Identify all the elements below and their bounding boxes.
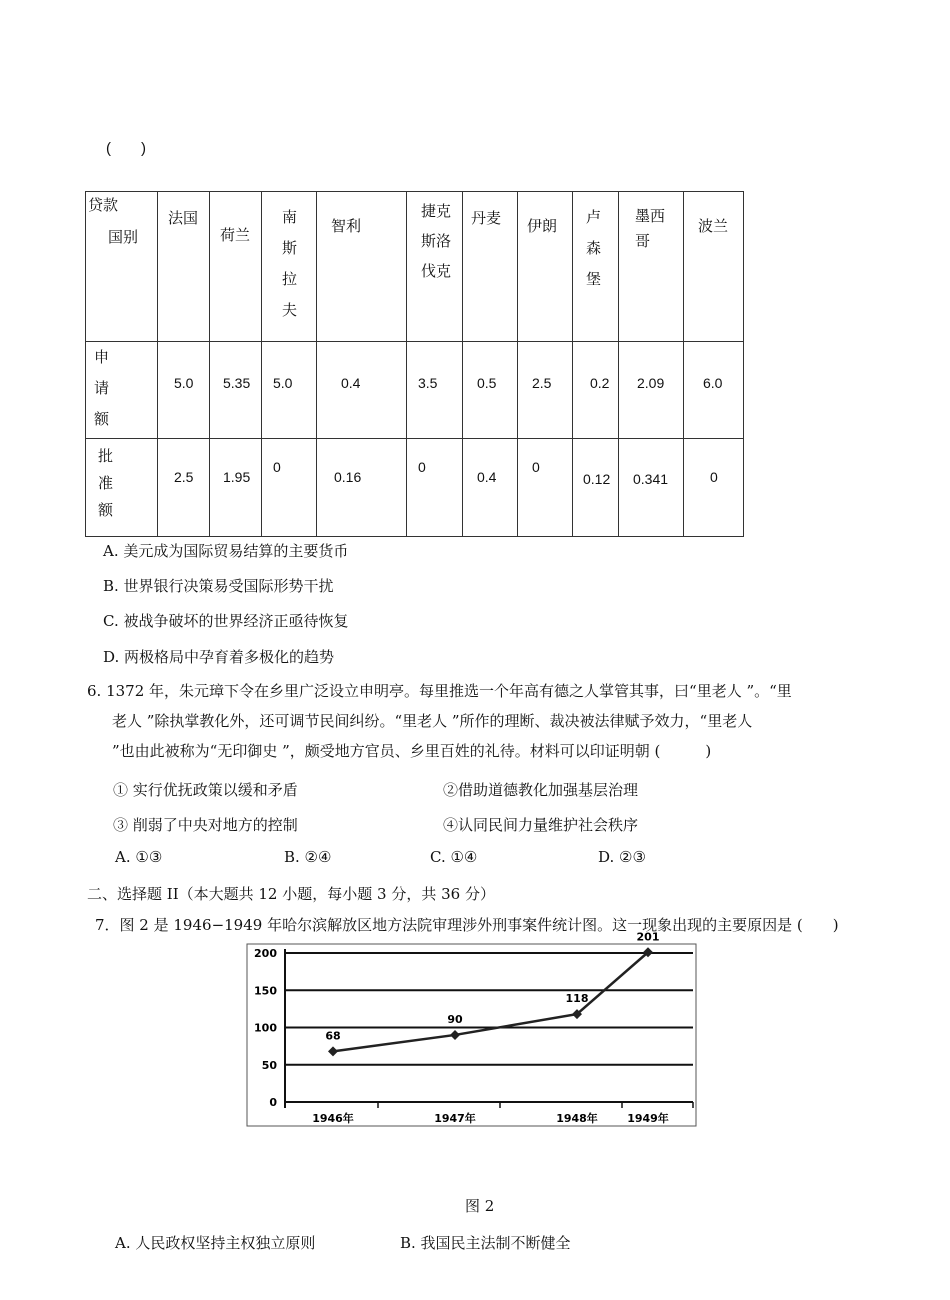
q6-text-line2: 老人 ”除执掌教化外，还可调节民间纠纷。“里老人 ”所作的理断、裁决被法律赋予效力，“里老人 — [112, 712, 753, 730]
applied-cell: 0.2 — [573, 342, 619, 439]
approved-cell: 0 — [407, 439, 463, 537]
q6-option-c: C. ①④ — [430, 848, 478, 866]
data-label: 90 — [447, 1012, 463, 1026]
country-header: 墨西哥 — [619, 192, 684, 342]
x-tick-label: 1949年 — [627, 1112, 669, 1125]
x-tick-label: 1948年 — [556, 1112, 598, 1125]
q6-item-4: ④认同民间力量维护社会秩序 — [443, 816, 639, 834]
applied-cell: 2.5 — [518, 342, 573, 439]
header-label-bottom: 国别 — [108, 228, 139, 246]
approved-cell: 0.341 — [619, 439, 684, 537]
country-header: 荷兰 — [210, 192, 262, 342]
chart-points — [328, 947, 653, 1056]
country-header: 丹麦 — [463, 192, 518, 342]
q7-option-b: B. 我国民主法制不断健全 — [400, 1234, 571, 1252]
line-chart — [245, 930, 700, 1129]
section2-title: 二、选择题 II（本大题共 12 小题，每小题 3 分，共 36 分） — [87, 885, 495, 903]
applied-cell: 0.4 — [317, 342, 407, 439]
data-point — [328, 1046, 338, 1056]
chart-series-line — [333, 952, 648, 1051]
approved-cell: 0.4 — [463, 439, 518, 537]
country-header: 智利 — [317, 192, 407, 342]
q6-option-b: B. ②④ — [284, 848, 332, 866]
q5-option-a: A. 美元成为国际贸易结算的主要货币 — [103, 542, 349, 560]
x-tick-label: 1946年 — [312, 1112, 354, 1125]
applied-cell: 0.5 — [463, 342, 518, 439]
data-label: 68 — [325, 1029, 341, 1043]
approved-cell: 0 — [684, 439, 744, 537]
q6-item-1: ① 实行优抚政策以缓和矛盾 — [113, 781, 298, 799]
country-header: 伊朗 — [518, 192, 573, 342]
q5-option-d: D. 两极格局中孕育着多极化的趋势 — [103, 648, 335, 666]
q6-text-line3: ”也由此被称为“无印御史 ”，颇受地方官员、乡里百姓的礼待。材料可以印证明朝 ( ) — [112, 742, 712, 760]
y-tick-label: 50 — [261, 1058, 277, 1072]
q6-item-3: ③ 削弱了中央对地方的控制 — [113, 816, 298, 834]
x-tick-label: 1947年 — [434, 1112, 476, 1125]
header-label-top: 贷款 — [88, 196, 119, 214]
approved-cell: 0 — [262, 439, 317, 537]
y-tick-label: 100 — [254, 1021, 277, 1035]
applied-cell: 5.0 — [262, 342, 317, 439]
q6-text-line1: 6. 1372 年，朱元璋下令在乡里广泛设立申明亭。每里推选一个年高有德之人掌管其事，曰“里老人 ”。“里 — [87, 682, 792, 700]
header-corner-cell — [86, 192, 158, 342]
approved-cell: 0 — [518, 439, 573, 537]
applied-cell: 5.35 — [210, 342, 262, 439]
applied-cell: 3.5 — [407, 342, 463, 439]
applied-cell: 2.09 — [619, 342, 684, 439]
data-label: 118 — [565, 992, 589, 1006]
approved-cell: 0.12 — [573, 439, 619, 537]
approved-cell: 2.5 — [158, 439, 210, 537]
country-header: 波兰 — [684, 192, 744, 342]
chart-x-ticks — [312, 1102, 693, 1125]
data-label: 201 — [636, 930, 660, 944]
q6-option-d: D. ②③ — [598, 848, 646, 866]
q6-option-a: A. ①③ — [115, 848, 163, 866]
data-point — [450, 1030, 460, 1040]
q6-item-2: ②借助道德教化加强基层治理 — [443, 781, 639, 799]
loan-table — [85, 191, 744, 537]
approved-cell: 1.95 — [210, 439, 262, 537]
row-label-approved: 批准额 — [86, 439, 158, 537]
chart-frame — [247, 944, 696, 1126]
approved-cell: 0.16 — [317, 439, 407, 537]
q7-text: 7．图 2 是 1946−1949 年哈尔滨解放区地方法院审理涉外刑事案件统计图。这一现象出现的主要原因是 ( ) — [95, 916, 839, 934]
figure-caption: 图 2 — [465, 1197, 495, 1215]
applied-cell: 5.0 — [158, 342, 210, 439]
y-tick-label: 0 — [269, 1096, 277, 1109]
q5-option-b: B. 世界银行决策易受国际形势干扰 — [103, 577, 334, 595]
country-header: 捷克斯洛伐克 — [407, 192, 463, 342]
applied-cell: 6.0 — [684, 342, 744, 439]
country-header: 法国 — [158, 192, 210, 342]
country-header: 南斯拉夫 — [262, 192, 317, 342]
chart-y-ticks — [254, 947, 277, 1109]
q5-option-c: C. 被战争破坏的世界经济正亟待恢复 — [103, 612, 349, 630]
y-tick-label: 200 — [254, 947, 277, 960]
q7-option-a: A. 人民政权坚持主权独立原则 — [115, 1234, 316, 1252]
country-header: 卢森堡 — [573, 192, 619, 342]
answer-paren: ( ) — [106, 140, 146, 157]
y-tick-label: 150 — [254, 984, 277, 998]
row-label-applied: 申请额 — [86, 342, 158, 439]
